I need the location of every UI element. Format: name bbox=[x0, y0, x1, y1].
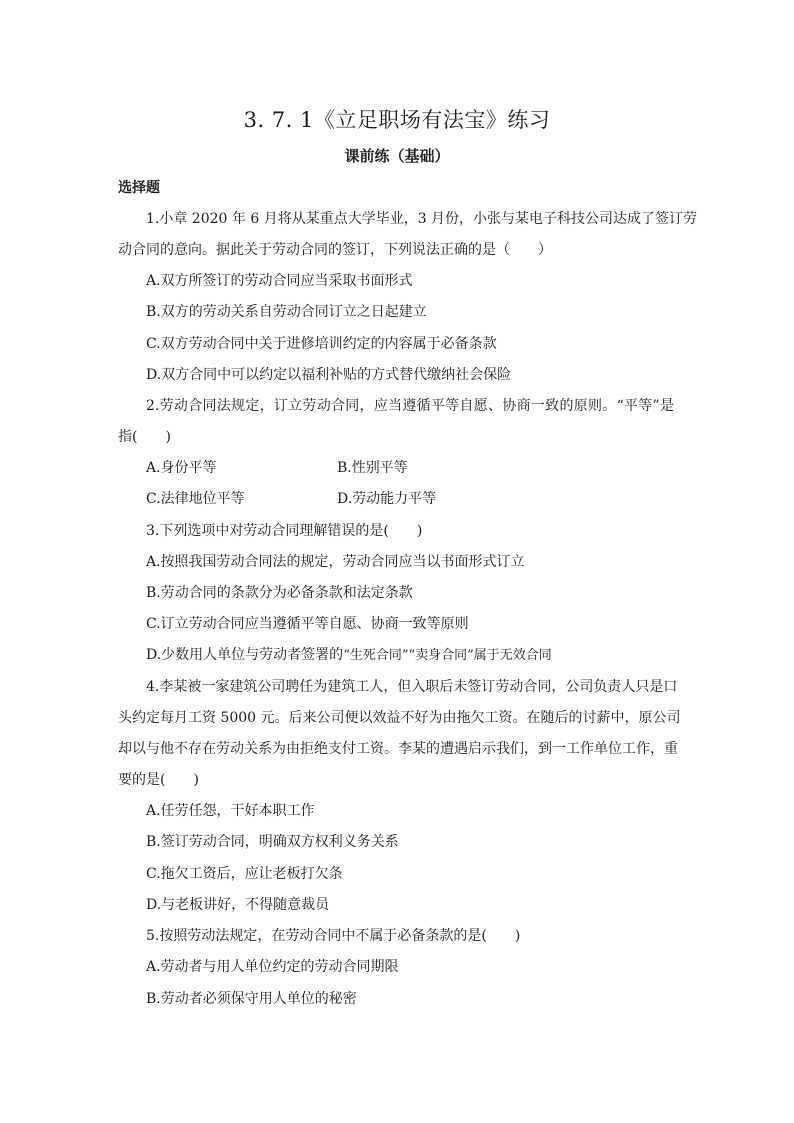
question-3-option-d-tail: “生死合同”“卖身合同”属于无效合同 bbox=[343, 648, 552, 663]
question-3-stem: 3.下列选项中对劳动合同理解错误的是( ) bbox=[146, 523, 423, 539]
question-1-option-a: A.双方所签订的劳动合同应当采取书面形式 bbox=[146, 273, 413, 289]
page-subtitle: 课前练（基础） bbox=[344, 147, 450, 165]
question-4-option-c: C.拖欠工资后，应让老板打欠条 bbox=[146, 866, 343, 882]
question-2-option-d: D.劳动能力平等 bbox=[337, 491, 437, 507]
question-3-option-a: A.按照我国劳动合同法的规定，劳动合同应当以书面形式订立 bbox=[146, 554, 525, 570]
question-2-option-c: C.法律地位平等 bbox=[146, 491, 245, 507]
question-3-option-d bbox=[146, 644, 552, 664]
question-5-option-a: A.劳动者与用人单位约定的劳动合同期限 bbox=[146, 959, 399, 975]
question-4-stem-line-3: 却以与他不存在劳动关系为由拒绝支付工资。李某的遭遇启示我们，到一工作单位工作，重 bbox=[118, 741, 678, 757]
question-4-option-b: B.签订劳动合同，明确双方权利义务关系 bbox=[146, 834, 399, 850]
question-1-option-b: B.双方的劳动关系自劳动合同订立之日起建立 bbox=[146, 304, 427, 320]
question-1-option-c: C.双方劳动合同中关于进修培训约定的内容属于必备条款 bbox=[146, 336, 497, 352]
question-4-option-d: D.与老板讲好，不得随意裁员 bbox=[146, 897, 330, 913]
question-4-option-a: A.任劳任怨，干好本职工作 bbox=[146, 803, 315, 819]
question-2-option-a: A.身份平等 bbox=[146, 460, 217, 476]
question-2-stem-line-1: 2.劳动合同法规定，订立劳动合同，应当遵循平等自愿、协商一致的原则。“平等”是 bbox=[146, 398, 674, 414]
question-3-option-b: B.劳动合同的条款分为必备条款和法定条款 bbox=[146, 585, 413, 601]
question-5-stem: 5.按照劳动法规定，在劳动合同中不属于必备条款的是( ) bbox=[146, 928, 521, 944]
question-5-option-b: B.劳动者必须保守用人单位的秘密 bbox=[146, 991, 357, 1007]
question-3-option-c: C.订立劳动合同应当遵循平等自愿、协商一致等原则 bbox=[146, 616, 469, 632]
question-4-stem-line-1: 4.李某被一家建筑公司聘任为建筑工人，但入职后未签订劳动合同，公司负责人只是口 bbox=[146, 679, 678, 695]
question-1-stem-line-2: 动合同的意向。据此关于劳动合同的签订，下列说法正确的是（ ） bbox=[118, 242, 552, 258]
question-3-option-d-main: D.少数用人单位与劳动者签署的 bbox=[146, 647, 344, 663]
question-1-stem-line-1: 1.小章 2020 年 6 月将从某重点大学毕业，3 月份，小张与某电子科技公司达成了签订劳 bbox=[146, 211, 698, 227]
question-2-option-b: B.性别平等 bbox=[337, 460, 408, 476]
question-1-option-d: D.双方合同中可以约定以福利补贴的方式替代缴纳社会保险 bbox=[146, 367, 512, 383]
question-2-stem-line-2: 指( ) bbox=[118, 429, 171, 445]
section-heading: 选择题 bbox=[118, 180, 160, 196]
question-4-stem-line-4: 要的是( ) bbox=[118, 772, 199, 788]
page-title: 3. 7. 1《立足职场有法宝》练习 bbox=[243, 108, 551, 132]
question-4-stem-line-2: 头约定每月工资 5000 元。后来公司便以效益不好为由拖欠工资。在随后的讨薪中，原公司 bbox=[118, 710, 681, 726]
